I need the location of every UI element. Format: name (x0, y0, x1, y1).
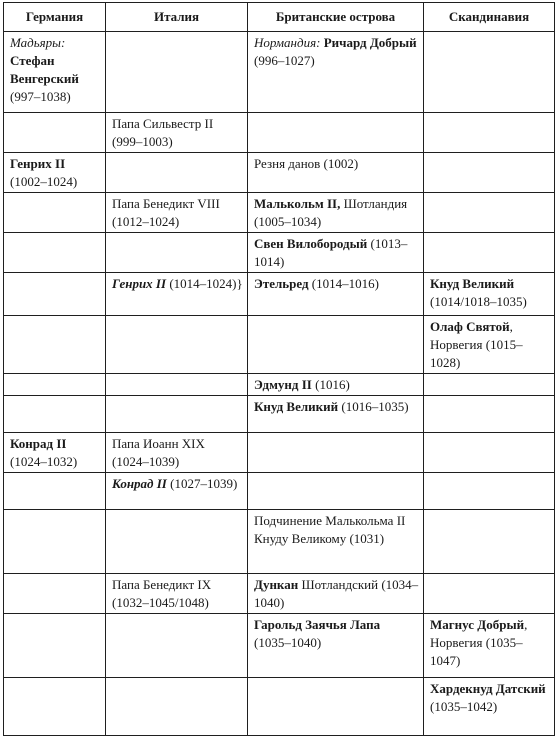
cell-italy (106, 113, 248, 153)
table-row (4, 473, 555, 510)
cell-text: (1016–1035) (338, 399, 409, 414)
cell-text: Гарольд Заячья Лапа (254, 617, 381, 632)
header-british-isles: Британские острова (248, 3, 424, 32)
cell-text: Магнус Добрый (430, 617, 525, 632)
cell-germany (4, 374, 106, 396)
cell-text: Подчинение Малькольма II Кнуду Великому (1031) (254, 513, 406, 546)
table-row (4, 574, 555, 614)
cell-text: (1035–1042) (430, 699, 498, 714)
header-italy: Италия (106, 3, 248, 32)
cell-italy (106, 433, 248, 473)
cell-italy (106, 614, 248, 678)
cell-scandinavia (424, 473, 555, 510)
table-row (4, 273, 555, 316)
cell-italy (106, 273, 248, 316)
table-row (4, 433, 555, 473)
cell-germany (4, 396, 106, 433)
cell-text: Папа Сильвестр II (999–1003) (112, 116, 214, 149)
cell-scandinavia (424, 273, 555, 316)
cell-italy (106, 396, 248, 433)
cell-text: (997–1038) (10, 89, 71, 104)
cell-text: Папа Бенедикт VIII (1012–1024) (112, 196, 220, 229)
cell-text: (1014–1024)} (166, 276, 243, 291)
cell-british-isles (248, 193, 424, 233)
cell-germany (4, 193, 106, 233)
cell-text: Малькольм II, (254, 196, 341, 211)
table-row (4, 678, 555, 736)
cell-british-isles (248, 32, 424, 113)
cell-text: Этельред (254, 276, 309, 291)
cell-text: , Норвегия (1015–1028) (430, 319, 523, 370)
cell-germany (4, 614, 106, 678)
cell-italy (106, 32, 248, 113)
cell-british-isles (248, 396, 424, 433)
table-row (4, 374, 555, 396)
cell-text: (1027–1039) (166, 476, 238, 491)
cell-italy (106, 678, 248, 736)
table-row (4, 316, 555, 374)
cell-scandinavia (424, 374, 555, 396)
cell-text: Резня данов (1002) (254, 156, 359, 171)
header-scandinavia: Скандинавия (424, 3, 555, 32)
cell-text: (1013–1014) (254, 236, 408, 269)
cell-italy (106, 316, 248, 374)
table-body (4, 32, 555, 736)
cell-text: Дункан (254, 577, 299, 592)
cell-text: Генрих II (112, 276, 167, 291)
cell-text: Мадьяры: (10, 35, 66, 50)
cell-scandinavia (424, 614, 555, 678)
cell-text: (1014–1016) (308, 276, 379, 291)
cell-text: Эдмунд II (254, 377, 312, 392)
cell-italy (106, 374, 248, 396)
cell-text: Шотландия (1005–1034) (254, 196, 408, 229)
cell-text: Свен Вилобородый (254, 236, 368, 251)
table-row (4, 510, 555, 574)
cell-scandinavia (424, 113, 555, 153)
cell-text: Шотландский (1034–1040) (254, 577, 419, 610)
cell-scandinavia (424, 193, 555, 233)
cell-text: Конрад II (112, 476, 167, 491)
cell-italy (106, 153, 248, 193)
cell-text: , Норвегия (1035–1047) (430, 617, 528, 668)
cell-text: (1016) (311, 377, 350, 392)
cell-scandinavia (424, 233, 555, 273)
cell-germany (4, 678, 106, 736)
cell-text: Кнуд Великий (254, 399, 339, 414)
cell-british-isles (248, 113, 424, 153)
cell-british-isles (248, 316, 424, 374)
cell-germany (4, 32, 106, 113)
table-row (4, 233, 555, 273)
table-row (4, 32, 555, 113)
history-table (3, 2, 555, 736)
cell-british-isles (248, 233, 424, 273)
cell-text: (1002–1024) (10, 174, 78, 189)
cell-scandinavia (424, 510, 555, 574)
cell-british-isles (248, 273, 424, 316)
table-row (4, 153, 555, 193)
cell-british-isles (248, 374, 424, 396)
cell-scandinavia (424, 316, 555, 374)
table-row (4, 396, 555, 433)
cell-text: Генрих II (10, 156, 66, 171)
cell-british-isles (248, 153, 424, 193)
cell-text: Папа Иоанн XIX (1024–1039) (112, 436, 205, 469)
cell-text: Нормандия: (254, 35, 321, 50)
cell-germany (4, 574, 106, 614)
cell-italy (106, 233, 248, 273)
cell-scandinavia (424, 678, 555, 736)
cell-text: (1035–1040) (254, 635, 322, 650)
header-germany: Германия (4, 3, 106, 32)
cell-scandinavia (424, 32, 555, 113)
cell-italy (106, 510, 248, 574)
cell-british-isles (248, 614, 424, 678)
cell-text: Папа Бенедикт IX (1032–1045/1048) (112, 577, 212, 610)
cell-germany (4, 473, 106, 510)
cell-scandinavia (424, 153, 555, 193)
cell-germany (4, 316, 106, 374)
cell-british-isles (248, 510, 424, 574)
cell-british-isles (248, 678, 424, 736)
cell-text: (1024–1032) (10, 454, 78, 469)
cell-text: (1014/1018–1035) (430, 294, 527, 309)
cell-british-isles (248, 433, 424, 473)
cell-germany (4, 273, 106, 316)
cell-scandinavia (424, 396, 555, 433)
cell-text: (996–1027) (254, 53, 315, 68)
cell-germany (4, 153, 106, 193)
cell-text: Хардекнуд Датский (430, 681, 546, 696)
table-row (4, 614, 555, 678)
cell-germany (4, 113, 106, 153)
cell-germany (4, 510, 106, 574)
cell-british-isles (248, 473, 424, 510)
cell-text: Олаф Святой (430, 319, 510, 334)
table-row (4, 113, 555, 153)
cell-germany (4, 433, 106, 473)
cell-text: Ричард Добрый (323, 35, 417, 50)
cell-italy (106, 574, 248, 614)
cell-text: Кнуд Великий (430, 276, 515, 291)
cell-italy (106, 193, 248, 233)
cell-text: Конрад II (10, 436, 67, 451)
table-row (4, 193, 555, 233)
cell-germany (4, 233, 106, 273)
cell-scandinavia (424, 574, 555, 614)
cell-scandinavia (424, 433, 555, 473)
cell-text: Стефан Венгерский (10, 53, 79, 86)
cell-british-isles (248, 574, 424, 614)
cell-italy (106, 473, 248, 510)
header-row (4, 3, 555, 32)
